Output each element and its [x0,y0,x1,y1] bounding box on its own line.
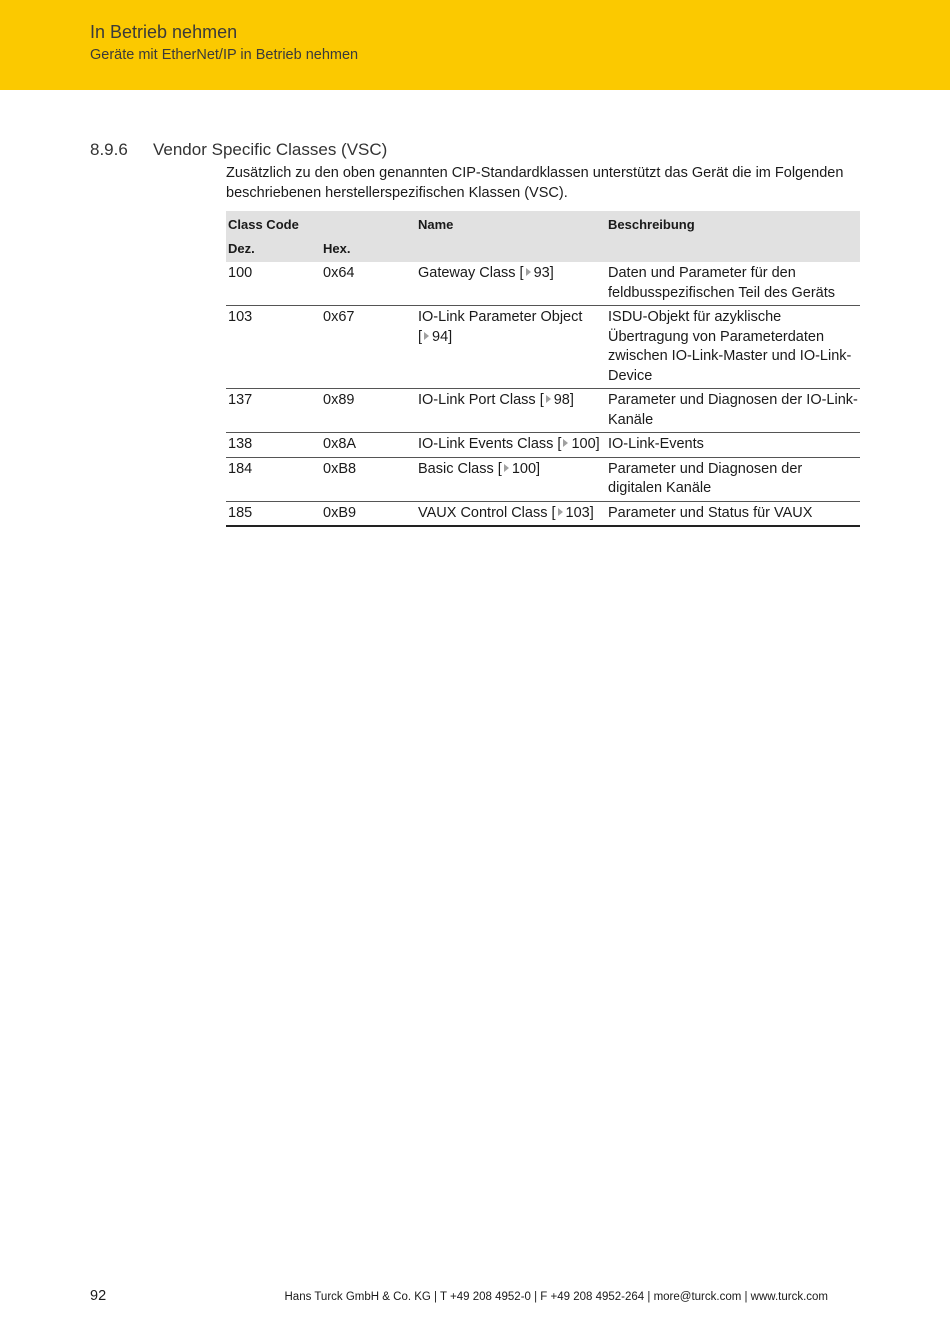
vsc-table [226,211,860,527]
header-subtitle: Geräte mit EtherNet/IP in Betrieb nehmen [90,47,359,63]
table-header-row [226,211,860,237]
cell-name [416,457,606,501]
table-row [226,501,860,526]
header-hex: Hex. [323,240,351,256]
cell-description: Daten und Parameter für den feldbusspezifischen Teil des Geräts [606,262,860,306]
reference-link[interactable]: [ 98] [539,392,574,408]
table-row [226,433,860,458]
class-name: IO-Link Port Class [418,392,536,408]
cell-hex: 0xB8 [321,457,416,501]
class-name: Gateway Class [418,265,516,281]
header-name: Name [418,217,454,232]
triangle-right-icon [558,508,563,516]
cell-hex: 0x64 [321,262,416,306]
triangle-right-icon [563,439,568,447]
cell-dec: 137 [226,389,321,433]
header-description: Beschreibung [608,217,695,232]
reference-link[interactable]: [ 103] [551,504,594,521]
cell-description: Parameter und Diagnosen der digitalen Kanäle [606,457,860,501]
header-band [0,0,950,90]
table-row [226,457,860,501]
reference-link[interactable]: [ 100] [557,436,600,452]
reference-link[interactable]: [ 94] [418,328,453,345]
intro-paragraph: Zusätzlich zu den oben genannten CIP-Standardklassen unterstützt das Gerät die im Folgenden beschriebenen herstellerspezifischen Klassen (VSC). [226,165,844,201]
page-number: 92 [90,1288,107,1304]
header-class-code: Class Code [228,217,299,232]
triangle-right-icon [546,395,551,403]
table-row [226,262,860,306]
cell-description: Parameter und Diagnosen der IO-Link-Kanäle [606,389,860,433]
class-name: VAUX Control Class [418,504,548,521]
triangle-right-icon [504,464,509,472]
header-dec: Dez. [228,240,255,256]
reference-link[interactable]: [ 93] [519,265,554,281]
cell-name [416,306,606,389]
footer-contact: Hans Turck GmbH & Co. KG | T +49 208 4952-0 | F +49 208 4952-264 | more@turck.com | www.turck.com [284,1291,828,1303]
class-name: Basic Class [418,460,494,477]
cell-hex: 0xB9 [321,501,416,526]
class-name: IO-Link Parameter Object [418,309,583,325]
cell-dec: 185 [226,501,321,526]
cell-name [416,262,606,306]
table-row [226,389,860,433]
class-name: IO-Link Events Class [418,436,554,452]
cell-dec: 184 [226,457,321,501]
cell-name [416,389,606,433]
cell-description: Parameter und Status für VAUX [606,501,860,526]
cell-hex: 0x8A [321,433,416,458]
cell-name [416,433,606,458]
cell-description: IO-Link-Events [606,433,860,458]
cell-hex: 0x67 [321,306,416,389]
cell-hex: 0x89 [321,389,416,433]
section-title: Vendor Specific Classes (VSC) [153,140,388,159]
section-number: 8.9.6 [90,140,128,159]
cell-dec: 138 [226,433,321,458]
cell-dec: 103 [226,306,321,389]
reference-link[interactable]: [ 100] [497,460,541,477]
table-row [226,306,860,389]
header-title: In Betrieb nehmen [90,22,238,42]
triangle-right-icon [526,268,531,276]
cell-name [416,501,606,526]
cell-dec: 100 [226,262,321,306]
cell-description: ISDU-Objekt für azyklische Übertragung von Parameterdaten zwischen IO-Link-Master und IO-Link-Device [606,306,860,389]
triangle-right-icon [424,332,429,340]
